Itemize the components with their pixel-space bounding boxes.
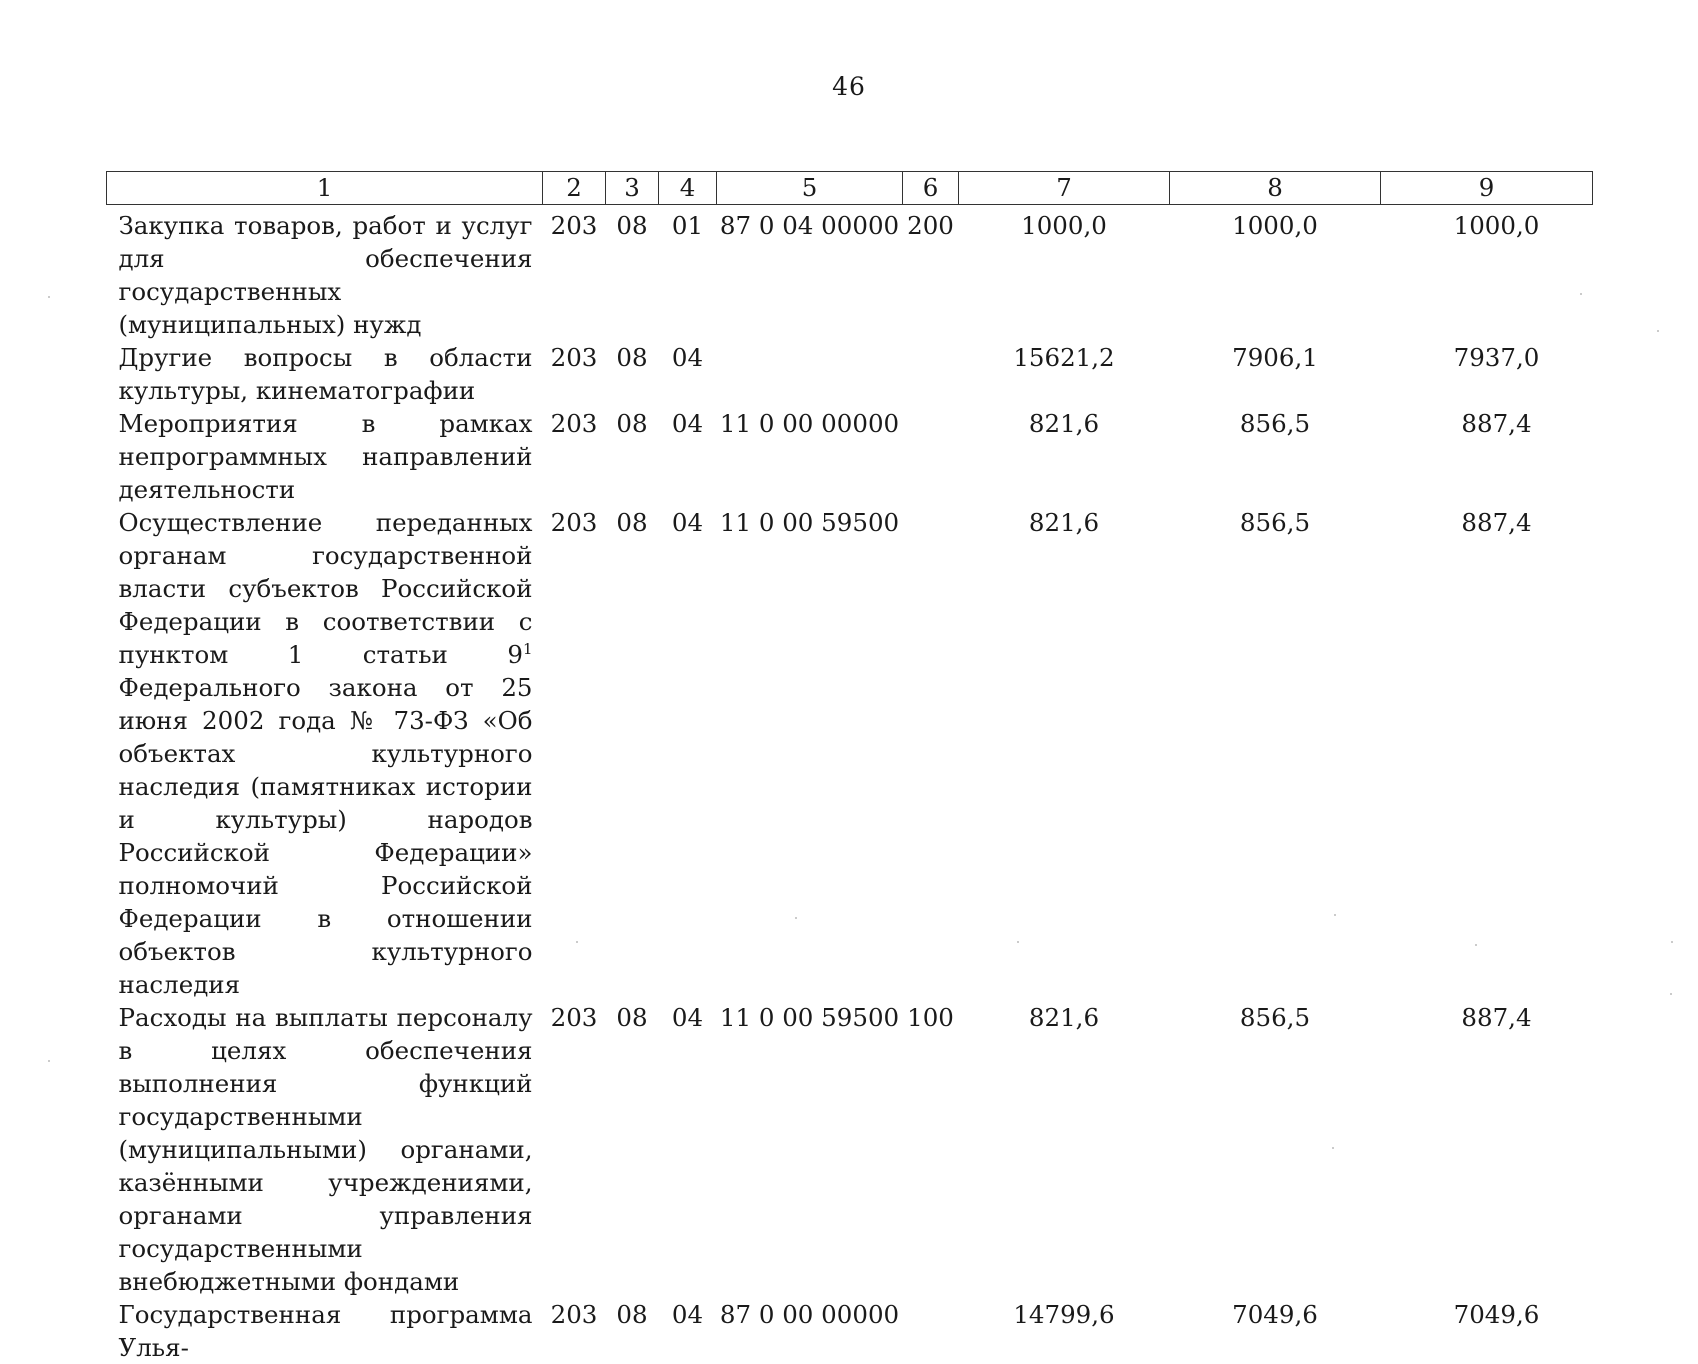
row-value-9: 887,4 (1461, 409, 1532, 438)
row-code-5 (717, 341, 903, 407)
row-value-9: 887,4 (1461, 508, 1532, 537)
row-code-3: 08 (616, 1003, 648, 1032)
table-row (107, 1298, 1593, 1364)
scan-speck (1657, 330, 1659, 332)
column-header-9: 9 (1381, 172, 1593, 205)
row-value-7: 15621,2 (1013, 343, 1115, 372)
row-code-3: 08 (616, 409, 648, 438)
row-code-6 (903, 407, 959, 506)
row-value-9: 7937,0 (1453, 343, 1540, 372)
row-code-2: 203 (550, 409, 598, 438)
row-name: Закупка товаров, работ и услуг для обеспечения государственных (муниципальных) нужд (118, 211, 533, 339)
row-code-2: 203 (550, 1003, 598, 1032)
scan-speck (1334, 914, 1336, 916)
column-header-2: 2 (543, 172, 606, 205)
table-row (107, 407, 1593, 506)
row-value-8: 856,5 (1239, 409, 1311, 438)
row-value-8: 7049,6 (1232, 1300, 1318, 1329)
row-name-text-continued: Федерального закона от 25 июня 2002 года № 73-ФЗ «Об объектах культурного наследия (памятниках истории и культуры) народов Российской Федерации» полномочий Российской Федерации в отношении объектов культурного наследия (118, 673, 533, 999)
row-value-9: 1000,0 (1453, 211, 1540, 240)
row-value-7: 14799,6 (1013, 1300, 1115, 1329)
row-code-4: 04 (671, 343, 704, 372)
row-code-2: 203 (550, 1300, 598, 1329)
row-code-5: 11 0 00 00000 (719, 409, 900, 438)
row-name: Расходы на выплаты персоналу в целях обеспечения выполнения функций государственными (муниципальными) органами, казёнными учреждениями, органами управления государственными внебюджетными фондами (118, 1003, 533, 1296)
row-code-2: 203 (550, 343, 598, 372)
table-row (107, 341, 1593, 407)
row-code-2: 203 (550, 508, 598, 537)
row-value-7: 821,6 (1028, 1003, 1100, 1032)
scan-speck (576, 941, 578, 943)
row-code-5: 87 0 00 00000 (719, 1300, 900, 1329)
column-header-7: 7 (959, 172, 1170, 205)
scan-speck (48, 1060, 50, 1062)
scan-speck (1670, 993, 1672, 995)
row-code-6 (903, 341, 959, 407)
footnote-superscript: 1 (522, 639, 533, 658)
row-code-6: 100 (907, 1003, 954, 1032)
row-name: Мероприятия в рамках непрограммных направлений деятельности (118, 409, 533, 504)
row-code-5: 11 0 00 59500 (719, 508, 900, 537)
row-code-4: 04 (671, 1003, 704, 1032)
row-value-8: 1000,0 (1232, 211, 1318, 240)
row-code-3: 08 (616, 343, 648, 372)
row-code-3: 08 (616, 1300, 648, 1329)
row-code-4: 04 (671, 508, 704, 537)
row-value-8: 856,5 (1239, 508, 1311, 537)
row-code-4: 04 (671, 409, 704, 438)
row-name: Государственная программа Улья- (118, 1300, 533, 1362)
column-header-8: 8 (1170, 172, 1381, 205)
row-code-3: 08 (616, 211, 648, 240)
column-header-4: 4 (659, 172, 717, 205)
row-value-9: 7049,6 (1453, 1300, 1540, 1329)
row-code-6 (903, 1298, 959, 1364)
row-code-6 (903, 506, 959, 1001)
table-row (107, 506, 1593, 1001)
row-code-4: 01 (671, 211, 704, 240)
row-value-9: 887,4 (1461, 1003, 1532, 1032)
row-code-3: 08 (616, 508, 648, 537)
scan-speck (48, 296, 50, 298)
row-code-4: 04 (671, 1300, 704, 1329)
scan-speck (1017, 941, 1019, 943)
scan-speck (1580, 293, 1582, 295)
row-code-5: 11 0 00 59500 (719, 1003, 900, 1032)
scan-speck (795, 917, 797, 919)
row-name (107, 506, 543, 1001)
row-code-5: 87 0 04 00000 (719, 211, 900, 240)
table-row (107, 205, 1593, 342)
row-name-text: Осуществление переданных органам государственной власти субъектов Российской Федерации в соответствии с пунктом 1 статьи 9 (118, 508, 533, 669)
row-value-8: 856,5 (1239, 1003, 1311, 1032)
row-value-7: 821,6 (1028, 409, 1100, 438)
budget-table (106, 171, 1593, 1364)
column-header-5: 5 (717, 172, 903, 205)
row-code-6: 200 (907, 211, 954, 240)
column-number-header (107, 172, 1593, 205)
page-number: 46 (832, 72, 866, 101)
row-name: Другие вопросы в области культуры, кинематографии (118, 343, 533, 405)
row-code-2: 203 (550, 211, 598, 240)
column-header-1: 1 (107, 172, 543, 205)
table-row (107, 1001, 1593, 1298)
scan-speck (1671, 941, 1673, 943)
row-value-7: 821,6 (1028, 508, 1100, 537)
scan-speck (1475, 944, 1477, 946)
scan-speck (1332, 1147, 1334, 1149)
row-value-8: 7906,1 (1232, 343, 1318, 372)
column-header-3: 3 (606, 172, 659, 205)
column-header-6: 6 (903, 172, 959, 205)
row-value-7: 1000,0 (1021, 211, 1107, 240)
